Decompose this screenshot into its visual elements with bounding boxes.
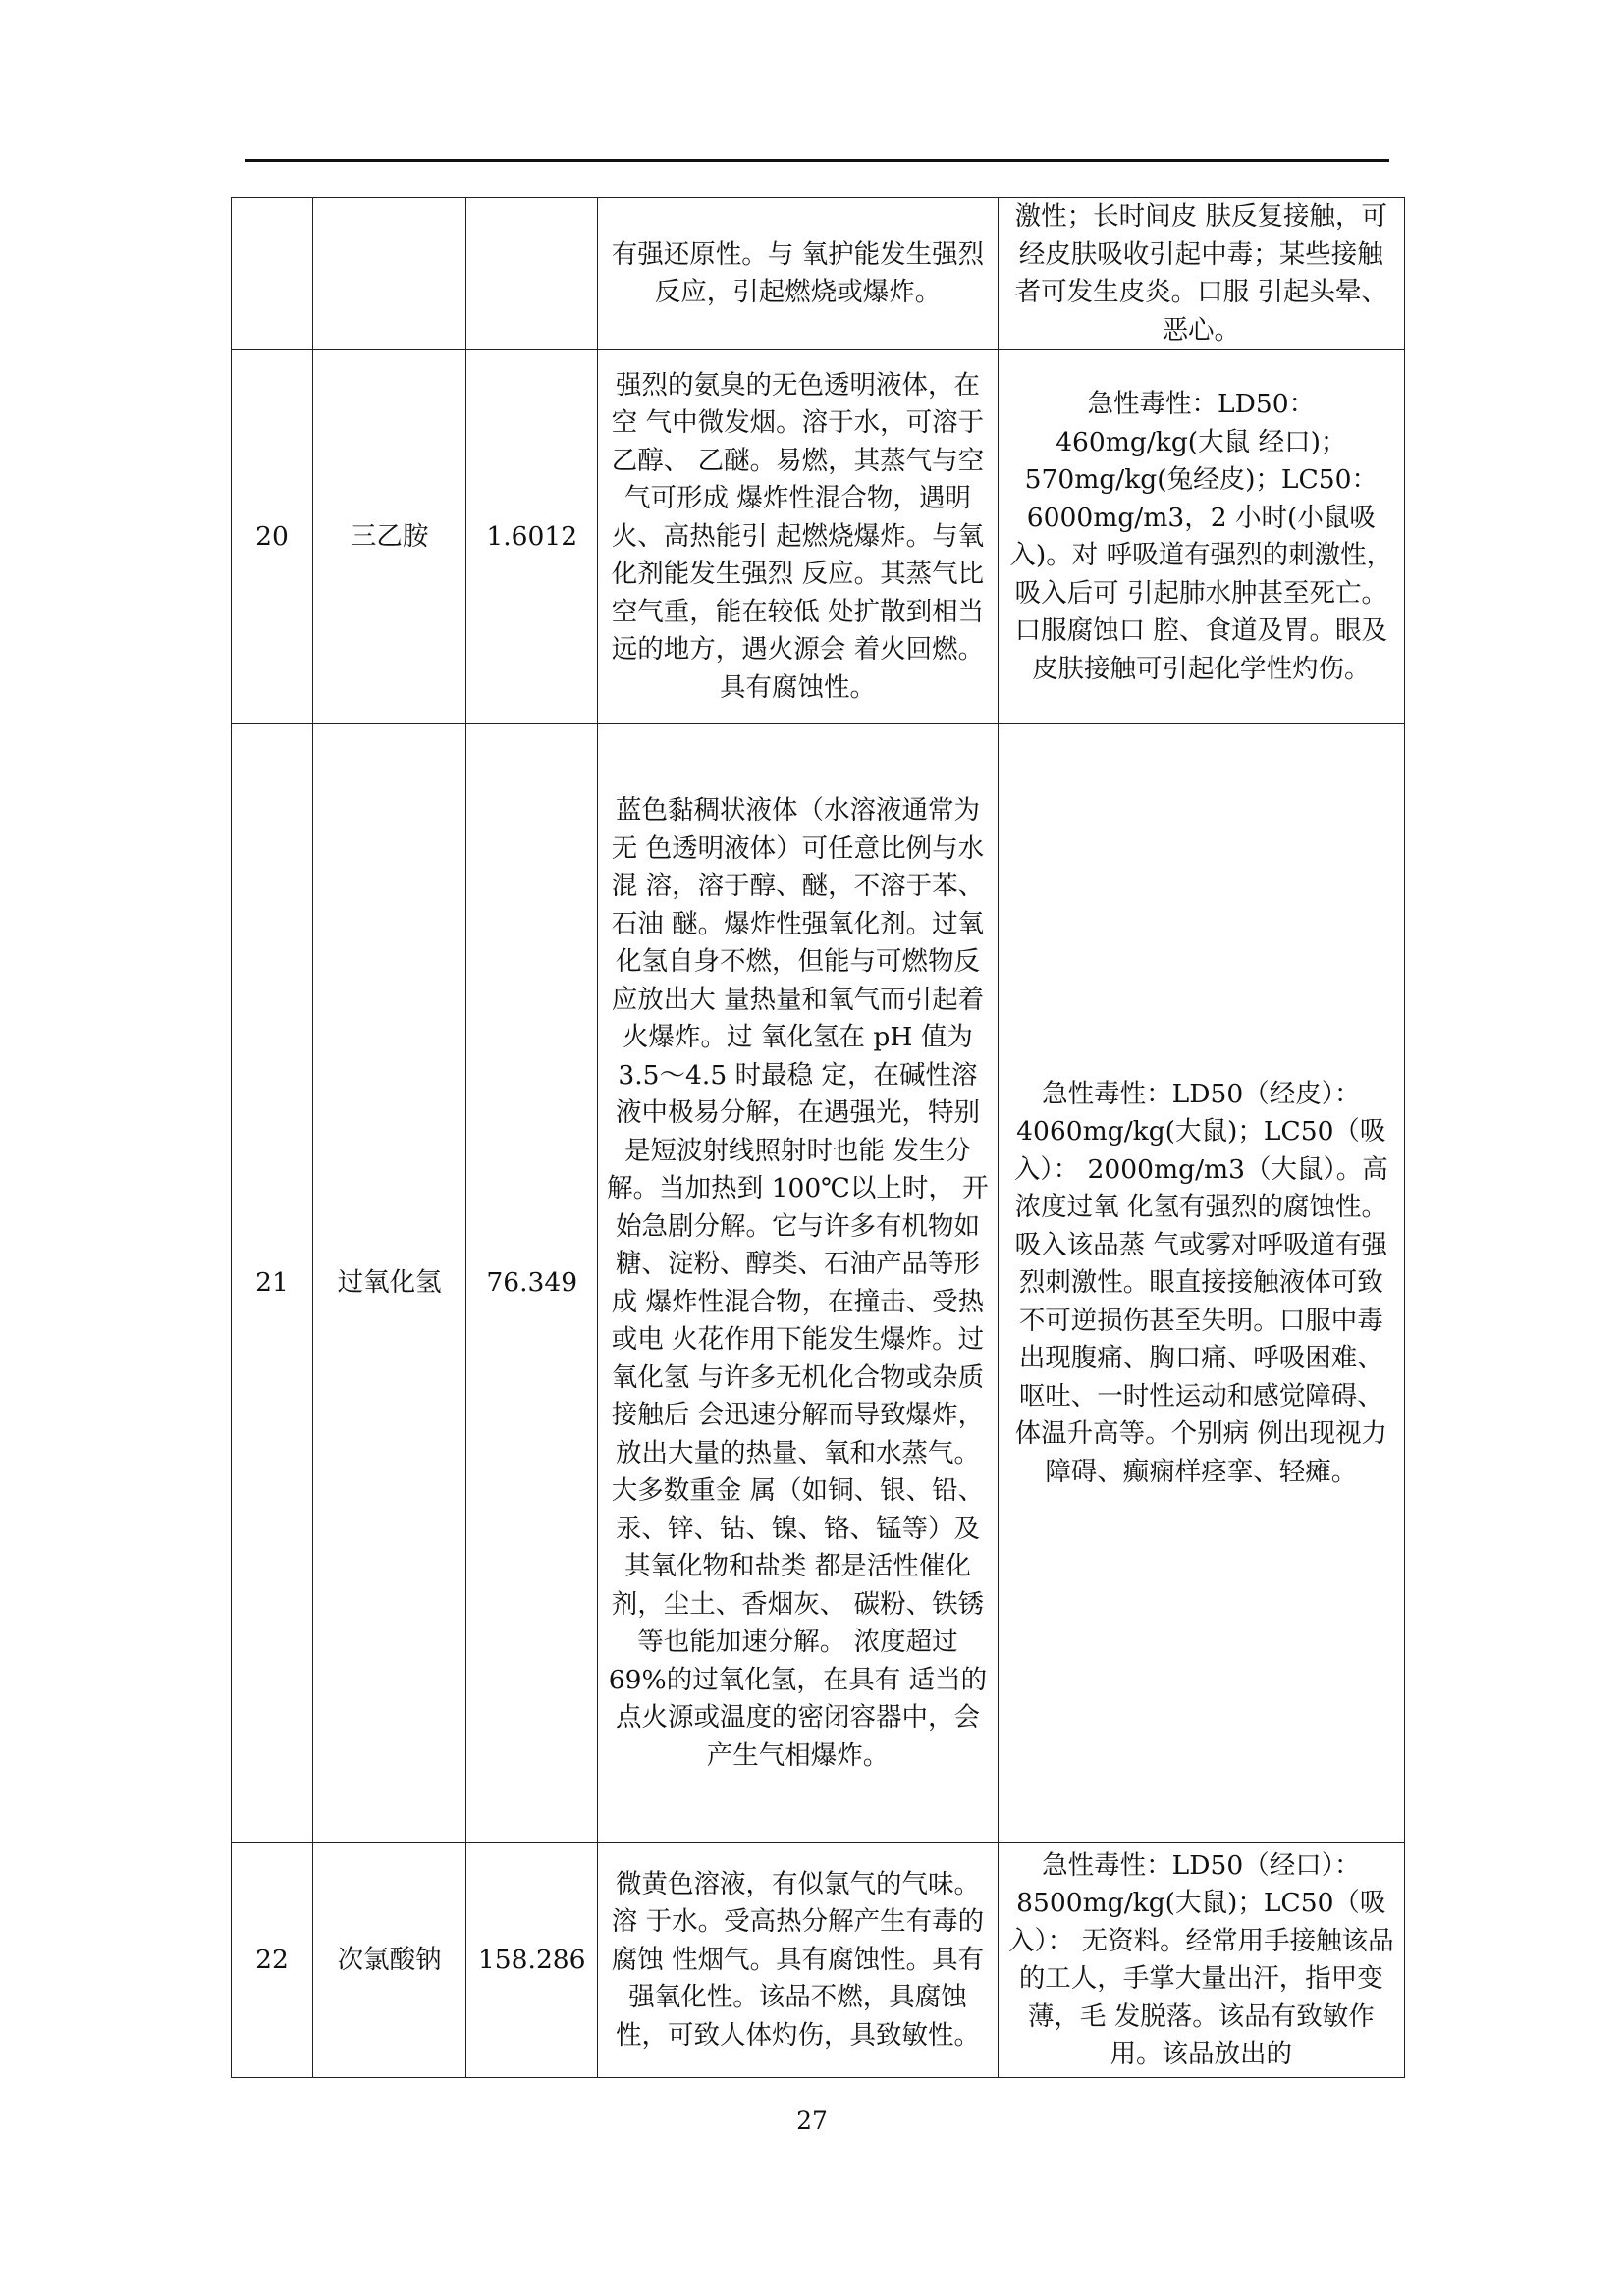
table-row — [232, 1843, 1405, 2078]
physicochemical-properties: 蓝色黏稠状液体（水溶液通常为无 色透明液体）可任意比例与水混 溶，溶于醇、醚，不溶于苯、石油 醚。爆炸性强氧化剂。过氧化氢自身不燃，但能与可燃物反应放出大 量热量和氧气而引起着火爆炸。过 氧化氢在 pH 值为 3.5～4.5 时最稳 定，在碱性溶液中极易分解，在遇强光，特别是短波射线照射时也能 发生分解。当加热到 100℃以上时， 开始急剧分解。它与许多有机物如 糖、淀粉、醇类、石油产品等形成 爆炸性混合物，在撞击、受热或电 火花作用下能发生爆炸。过氧化氢 与许多无机化合物或杂质接触后 会迅速分解而导致爆炸，放出大量的热量、氧和水蒸气。大多数重金 属（如铜、银、铅、汞、锌、钴、镍、铬、锰等）及其氧化物和盐类 都是活性催化剂，尘土、香烟灰、 碳粉、铁锈等也能加速分解。 浓度超过 69%的过氧化氢，在具有 适当的点火源或温度的密闭容器中，会产生气相爆炸。 — [598, 724, 998, 1843]
table-row — [232, 198, 1405, 350]
physicochemical-properties: 微黄色溶液，有似氯气的气味。溶 于水。受高热分解产生有毒的腐蚀 性烟气。具有腐蚀性。具有强氧化性。该品不燃，具腐蚀性，可致人体灼伤，具致敏性。 — [598, 1843, 998, 2078]
chemical-hazard-table — [231, 197, 1405, 2078]
substance-name — [313, 198, 466, 350]
row-number: 21 — [232, 724, 313, 1843]
substance-quantity: 1.6012 — [466, 350, 598, 724]
substance-name: 次氯酸钠 — [313, 1843, 466, 2078]
toxicity-info: 激性；长时间皮 肤反复接触，可经皮肤吸收引起中毒；某些接触者可发生皮炎。口服 引起头晕、恶心。 — [998, 198, 1404, 350]
row-number — [232, 198, 313, 350]
toxicity-info: 急性毒性：LD50（经皮）：4060mg/kg(大鼠)；LC50（吸入）： 2000mg/m3（大鼠）。高浓度过氧 化氢有强烈的腐蚀性。吸入该品蒸 气或雾对呼吸道有强烈刺激性。眼直接接触液体可致不可逆损伤甚至失明。口服中毒出现腹痛、胸口痛、呼吸困难、呕吐、一时性运动和感觉障碍、体温升高等。个别病 例出现视力障碍、癫痫样痉挛、轻瘫。 — [998, 724, 1404, 1843]
page-number: 27 — [796, 2107, 828, 2135]
toxicity-info: 急性毒性：LD50（经口）：8500mg/kg(大鼠)；LC50（吸入）： 无资料。经常用手接触该品的工人，手掌大量出汗，指甲变薄，毛 发脱落。该品有致敏作用。该品放出的 — [998, 1843, 1404, 2078]
header-rule — [245, 159, 1389, 162]
row-number: 22 — [232, 1843, 313, 2078]
substance-quantity: 158.286 — [466, 1843, 598, 2078]
toxicity-info: 急性毒性：LD50：460mg/kg(大鼠 经口)；570mg/kg(兔经皮)；LC50：6000mg/m3，2 小时(小鼠吸入)。对 呼吸道有强烈的刺激性，吸入后可 引起肺水肿甚至死亡。口服腐蚀口 腔、食道及胃。眼及皮肤接触可引起化学性灼伤。 — [998, 350, 1404, 724]
physicochemical-properties: 有强还原性。与 氧护能发生强烈反应，引起燃烧或爆炸。 — [598, 198, 998, 350]
substance-quantity — [466, 198, 598, 350]
table-row — [232, 350, 1405, 724]
substance-quantity: 76.349 — [466, 724, 598, 1843]
substance-name: 过氧化氢 — [313, 724, 466, 1843]
table-row — [232, 724, 1405, 1843]
physicochemical-properties: 强烈的氨臭的无色透明液体，在空 气中微发烟。溶于水，可溶于乙醇、 乙醚。易燃，其蒸气与空气可形成 爆炸性混合物，遇明火、高热能引 起燃烧爆炸。与氧化剂能发生强烈 反应。其蒸气比空气重，能在较低 处扩散到相当远的地方，遇火源会 着火回燃。具有腐蚀性。 — [598, 350, 998, 724]
substance-name: 三乙胺 — [313, 350, 466, 724]
row-number: 20 — [232, 350, 313, 724]
